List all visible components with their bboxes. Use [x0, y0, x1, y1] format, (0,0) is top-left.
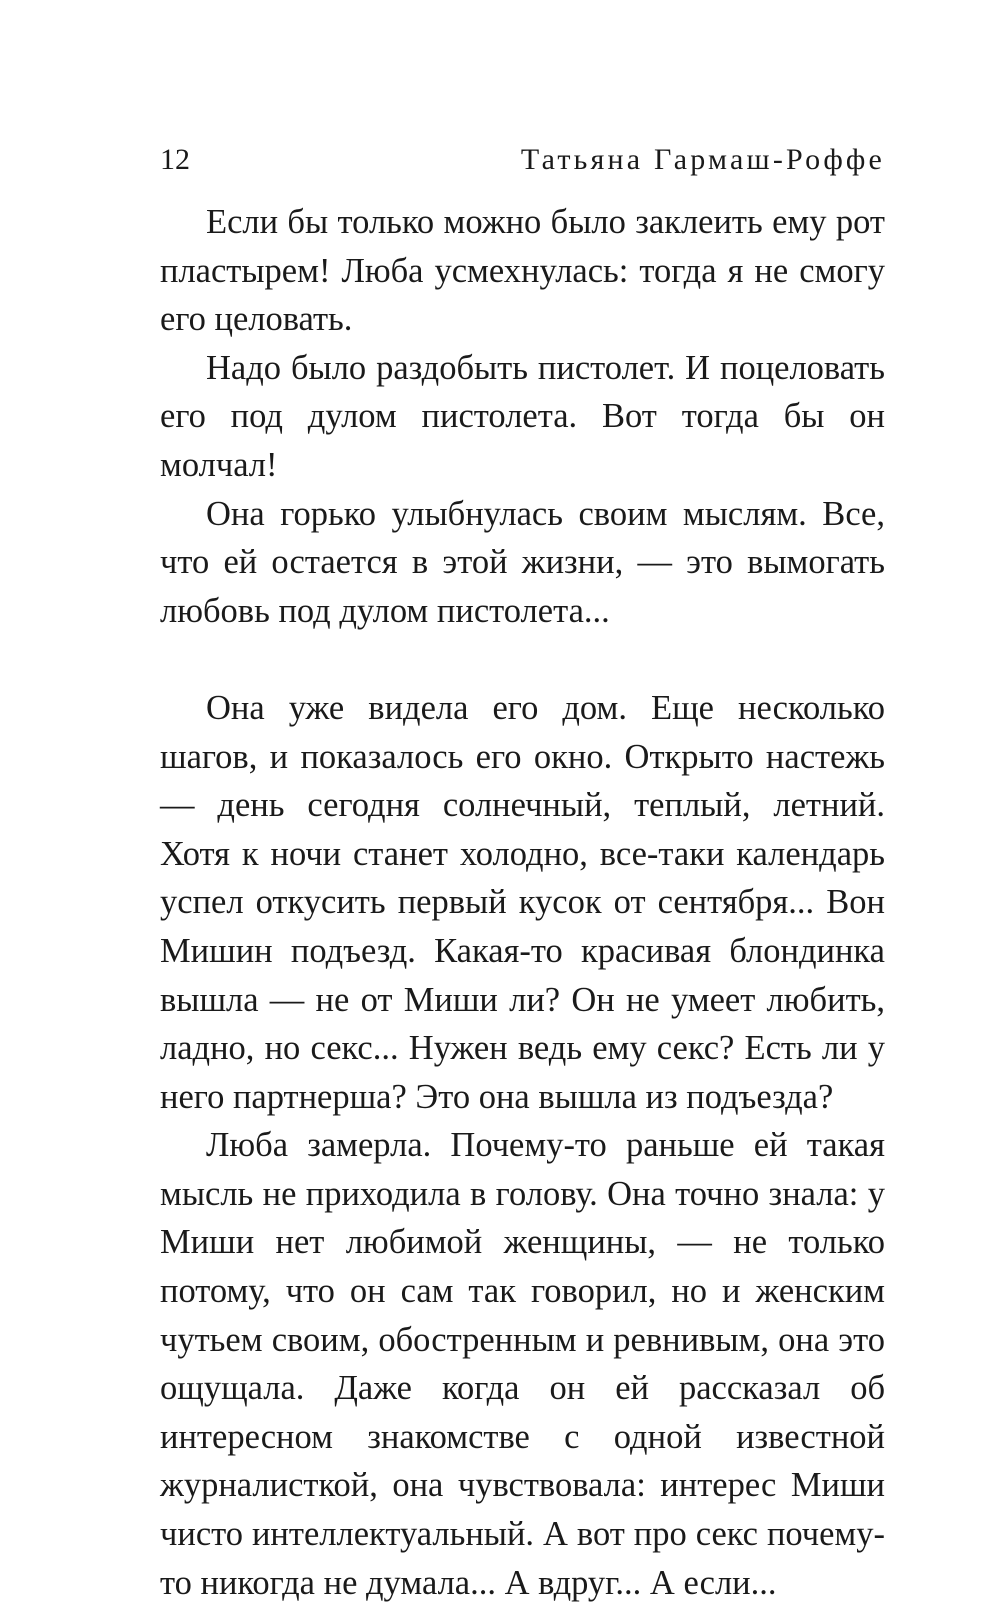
running-head-author: Татьяна Гармаш-Роффе	[520, 143, 885, 176]
paragraph: Она горько улыбнулась своим мыслям. Все, что ей остается в этой жизни, — это вымогать любовь под дулом пистолета...	[160, 494, 885, 630]
page-number: 12	[160, 143, 190, 176]
paragraph: Если бы только можно было заклеить ему рот пластырем! Люба усмехнулась: тогда я не смогу его целовать.	[160, 203, 885, 339]
book-page	[160, 138, 885, 1607]
paragraph: Надо было раздобыть пистолет. И поцеловать его под дулом пистолета. Вот тогда бы он молчал!	[160, 348, 885, 484]
running-head	[160, 138, 885, 182]
paragraph: Она уже видела его дом. Еще несколько шагов, и показалось его окно. Открыто настежь — день сегодня солнечный, теплый, летний. Хотя к ночи станет холодно, все-таки календарь успел откусить первый кусок от сентября... Вон Мишин подъезд. Какая-то красивая блондинка вышла — не от Миши ли? Он не умеет любить, ладно, но секс... Нужен ведь ему секс? Есть ли у него партнерша? Это она вышла из подъезда?	[160, 688, 885, 1116]
paragraph: Люба замерла. Почему-то раньше ей такая мысль не приходила в голову. Она точно знала: у Миши нет любимой женщины, — не только потому, что он сам так говорил, но и женским чутьем своим, обостренным и ревнивым, она это ощущала. Даже когда он ей рассказал об интересном знакомстве с одной известной журналисткой, она чувствовала: интерес Миши чисто интеллектуальный. А вот про секс почему-то никогда не думала... А вдруг... А если...	[160, 1126, 885, 1602]
